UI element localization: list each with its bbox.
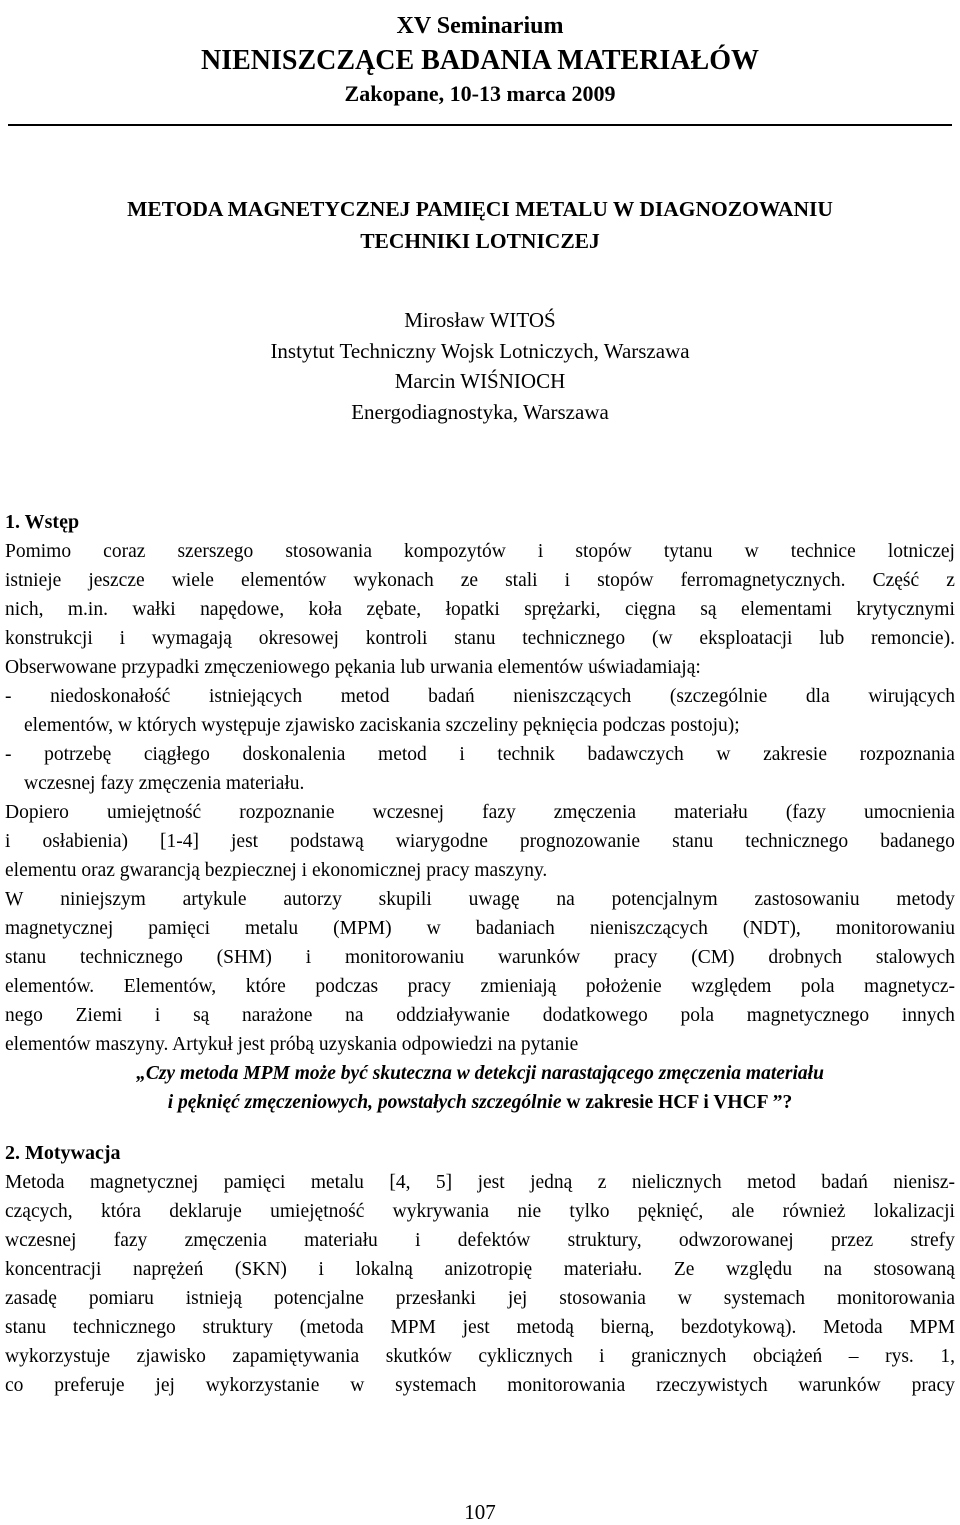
paper-title <box>0 193 960 257</box>
text-line: elementu oraz gwarancją bezpiecznej i ekonomicznej pracy maszyny. <box>5 860 548 881</box>
bullet-line: elementów, w których występuje zjawisko zaciskania szczeliny pęknięcia podczas postoju); <box>24 715 740 736</box>
seminar-number: XV Seminarium <box>396 13 564 39</box>
text-line: wykorzystuje zjawisko zapamiętywania skutków cyklicznych i granicznych obciążeń – rys. 1, <box>5 1346 955 1367</box>
text-line: co preferuje jej wykorzystanie w systemach monitorowania rzeczywistych warunków pracy <box>5 1375 955 1396</box>
text-line: Dopiero umiejętność rozpoznanie wczesnej fazy zmęczenia materiału (fazy umocnienia <box>5 802 955 823</box>
seminar-place-date: Zakopane, 10-13 marca 2009 <box>344 81 616 106</box>
author-affiliation: Instytut Techniczny Wojsk Lotniczych, Warszawa <box>270 338 690 363</box>
author-affiliation: Energodiagnostyka, Warszawa <box>351 399 609 424</box>
spacer <box>5 1117 955 1139</box>
text-line: Obserwowane przypadki zmęczeniowego pękania lub urwania elementów uświadamiają: <box>5 657 701 678</box>
text-line: i osłabienia) [1-4] jest podstawą wiarygodne prognozowanie stanu technicznego badanego <box>5 831 955 852</box>
text-line: zasadę pomiaru istnieją potencjalne przesłanki jej stosowania w systemach monitorowania <box>5 1288 955 1309</box>
text-line: konstrukcji i wymagają okresowej kontroli stanu technicznego (w eksploatacji lub remoncie). <box>5 628 955 649</box>
bullet-line: - potrzebę ciągłego doskonalenia metod i technik badawczych w zakresie rozpoznania <box>5 744 955 765</box>
section-heading: 1. Wstęp <box>5 511 80 533</box>
header-rule <box>8 124 952 126</box>
text-line: stanu technicznego (SHM) i monitorowaniu warunków pracy (CM) drobnych stalowych <box>5 947 955 968</box>
bullet-line: wczesnej fazy zmęczenia materiału. <box>24 773 305 794</box>
text-line: stanu technicznego struktury (metoda MPM jest metodą bierną, bezdotykową). Metoda MPM <box>5 1317 955 1338</box>
paper-body <box>5 508 955 1400</box>
authors-block <box>0 305 960 427</box>
text-line: elementów. Elementów, które podczas pracy zmieniają położenie względem pola magnetycz- <box>5 976 955 997</box>
title-line: METODA MAGNETYCZNEJ PAMIĘCI METALU W DIAGNOZOWANIU <box>127 197 833 221</box>
text-line: nego Ziemi i są narażone na oddziaływanie dodatkowego pola magnetycznego innych <box>5 1005 955 1026</box>
bullet-line: - niedoskonałość istniejących metod badań nieniszczących (szczególnie dla wirujących <box>5 686 955 707</box>
title-line: TECHNIKI LOTNICZEJ <box>360 229 600 253</box>
question-bold: w zakresie HCF i VHCF ”? <box>561 1092 793 1113</box>
author-name: Marcin WIŚNIOCH <box>394 369 566 393</box>
research-question: „Czy metoda MPM może być skuteczna w detekcji narastającego zmęczenia materiału <box>136 1063 824 1084</box>
page-number: 107 <box>464 1500 496 1524</box>
text-line: czących, która deklaruje umiejętność wykrywania nie tylko pęknięć, ale również lokalizacji <box>5 1201 955 1222</box>
text-line: W niniejszym artykule autorzy skupili uwagę na potencjalnym zastosowaniu metody <box>5 889 955 910</box>
text-line: istnieje jeszcze wiele elementów wykonach ze stali i stopów ferromagnetycznych. Część z <box>5 570 955 591</box>
text-line: Metoda magnetycznej pamięci metalu [4, 5] jest jedną z nielicznych metod badań nienisz- <box>5 1172 955 1193</box>
text-line: magnetycznej pamięci metalu (MPM) w badaniach nieniszczących (NDT), monitorowaniu <box>5 918 955 939</box>
text-line: nich, m.in. wałki napędowe, koła zębate, łopatki sprężarki, cięgna są elementami krytycznymi <box>5 599 955 620</box>
text-line: Pomimo coraz szerszego stosowania kompozytów i stopów tytanu w technice lotniczej <box>5 541 955 562</box>
author-name: Mirosław WITOŚ <box>404 308 556 332</box>
research-question <box>5 1088 955 1117</box>
text-line: koncentracji naprężeń (SKN) i lokalną anizotropię materiału. Ze względu na stosowaną <box>5 1259 955 1280</box>
conference-header <box>0 10 960 109</box>
text-line: wczesnej fazy zmęczenia materiału i defektów struktury, odwzorowanej przez strefy <box>5 1230 955 1251</box>
section-heading: 2. Motywacja <box>5 1142 121 1164</box>
text-line: elementów maszyny. Artykuł jest próbą uzyskania odpowiedzi na pytanie <box>5 1034 579 1055</box>
question-italic: i pęknięć zmęczeniowych, powstałych szczególnie <box>167 1092 562 1113</box>
seminar-name: NIENISZCZĄCE BADANIA MATERIAŁÓW <box>200 45 760 76</box>
